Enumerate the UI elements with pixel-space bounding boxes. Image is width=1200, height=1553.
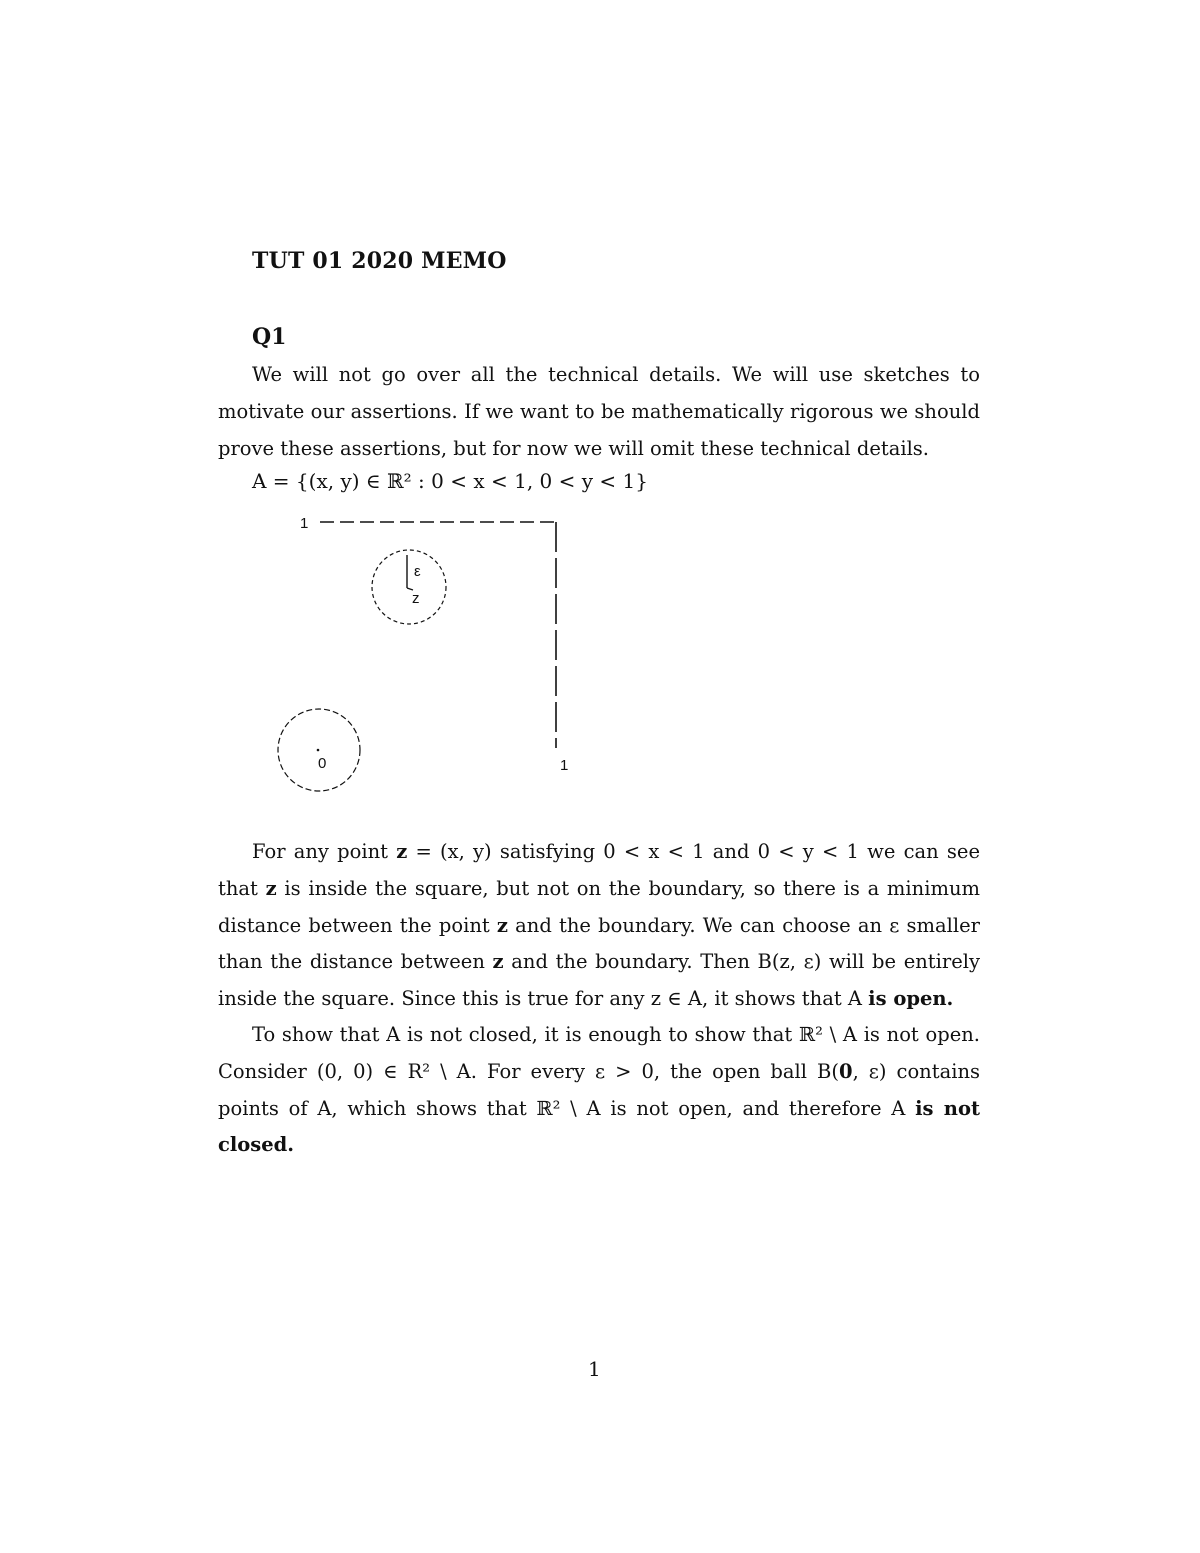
p3-conclusion-bold: is not closed. bbox=[218, 1096, 980, 1157]
p2-z-bold: z bbox=[396, 840, 408, 863]
p2-z-bold-2: z bbox=[265, 876, 277, 900]
page-number: 1 bbox=[588, 1357, 601, 1381]
p2-z-bold-3: z bbox=[496, 913, 508, 937]
p2-text-1: For any point bbox=[252, 840, 397, 863]
not-closed-argument-paragraph bbox=[218, 1017, 980, 1164]
label-top-left: 1 bbox=[300, 515, 309, 532]
label-epsilon: ε bbox=[414, 563, 421, 580]
square-sketch-figure bbox=[250, 500, 610, 800]
label-bottom-right: 1 bbox=[560, 757, 569, 774]
intro-paragraph: We will not go over all the technical details. We will use sketches to motivate our assertions. If we want to be mathematically rigorous we should prove these assertions, but for now we will omit these technical details. bbox=[218, 363, 980, 460]
document-title: TUT 01 2020 MEMO bbox=[252, 248, 507, 274]
p3-text-2: , ε) contains points of A, which shows that ℝ² \ A is not open, and therefore A bbox=[218, 1059, 981, 1120]
p2-conclusion-bold: is open. bbox=[868, 987, 954, 1011]
p3-zero-bold: 0 bbox=[838, 1059, 853, 1083]
p3-text-1: To show that A is not closed, it is enough to show that ℝ² \ A is not open. Consider (0, 0) ∈ R² \ A. For every ε > 0, the open ball B( bbox=[218, 1023, 980, 1083]
p2-z-bold-4: z bbox=[492, 950, 504, 974]
label-origin: 0 bbox=[318, 755, 327, 772]
question-heading: Q1 bbox=[252, 324, 287, 350]
ball-around-z bbox=[372, 550, 446, 624]
open-argument-paragraph bbox=[218, 834, 980, 1018]
origin-point bbox=[317, 749, 320, 752]
p2-text-3: is inside the square, but not on the boundary, so there is a minimum distance between the point bbox=[218, 876, 980, 937]
p2-text-4: and the boundary. We can choose an ε smaller than the distance between bbox=[218, 913, 980, 974]
set-definition: A = {(x, y) ∈ ℝ² : 0 < x < 1, 0 < y < 1} bbox=[252, 469, 648, 493]
p2-text-2: = (x, y) satisfying 0 < x < 1 and 0 < y < 1 we can see that bbox=[218, 840, 980, 900]
p2-text-5: and the boundary. Then B(z, ε) will be entirely inside the square. Since this is true for any z ∈ A, it shows that A bbox=[218, 950, 980, 1011]
label-z: z bbox=[412, 590, 420, 607]
